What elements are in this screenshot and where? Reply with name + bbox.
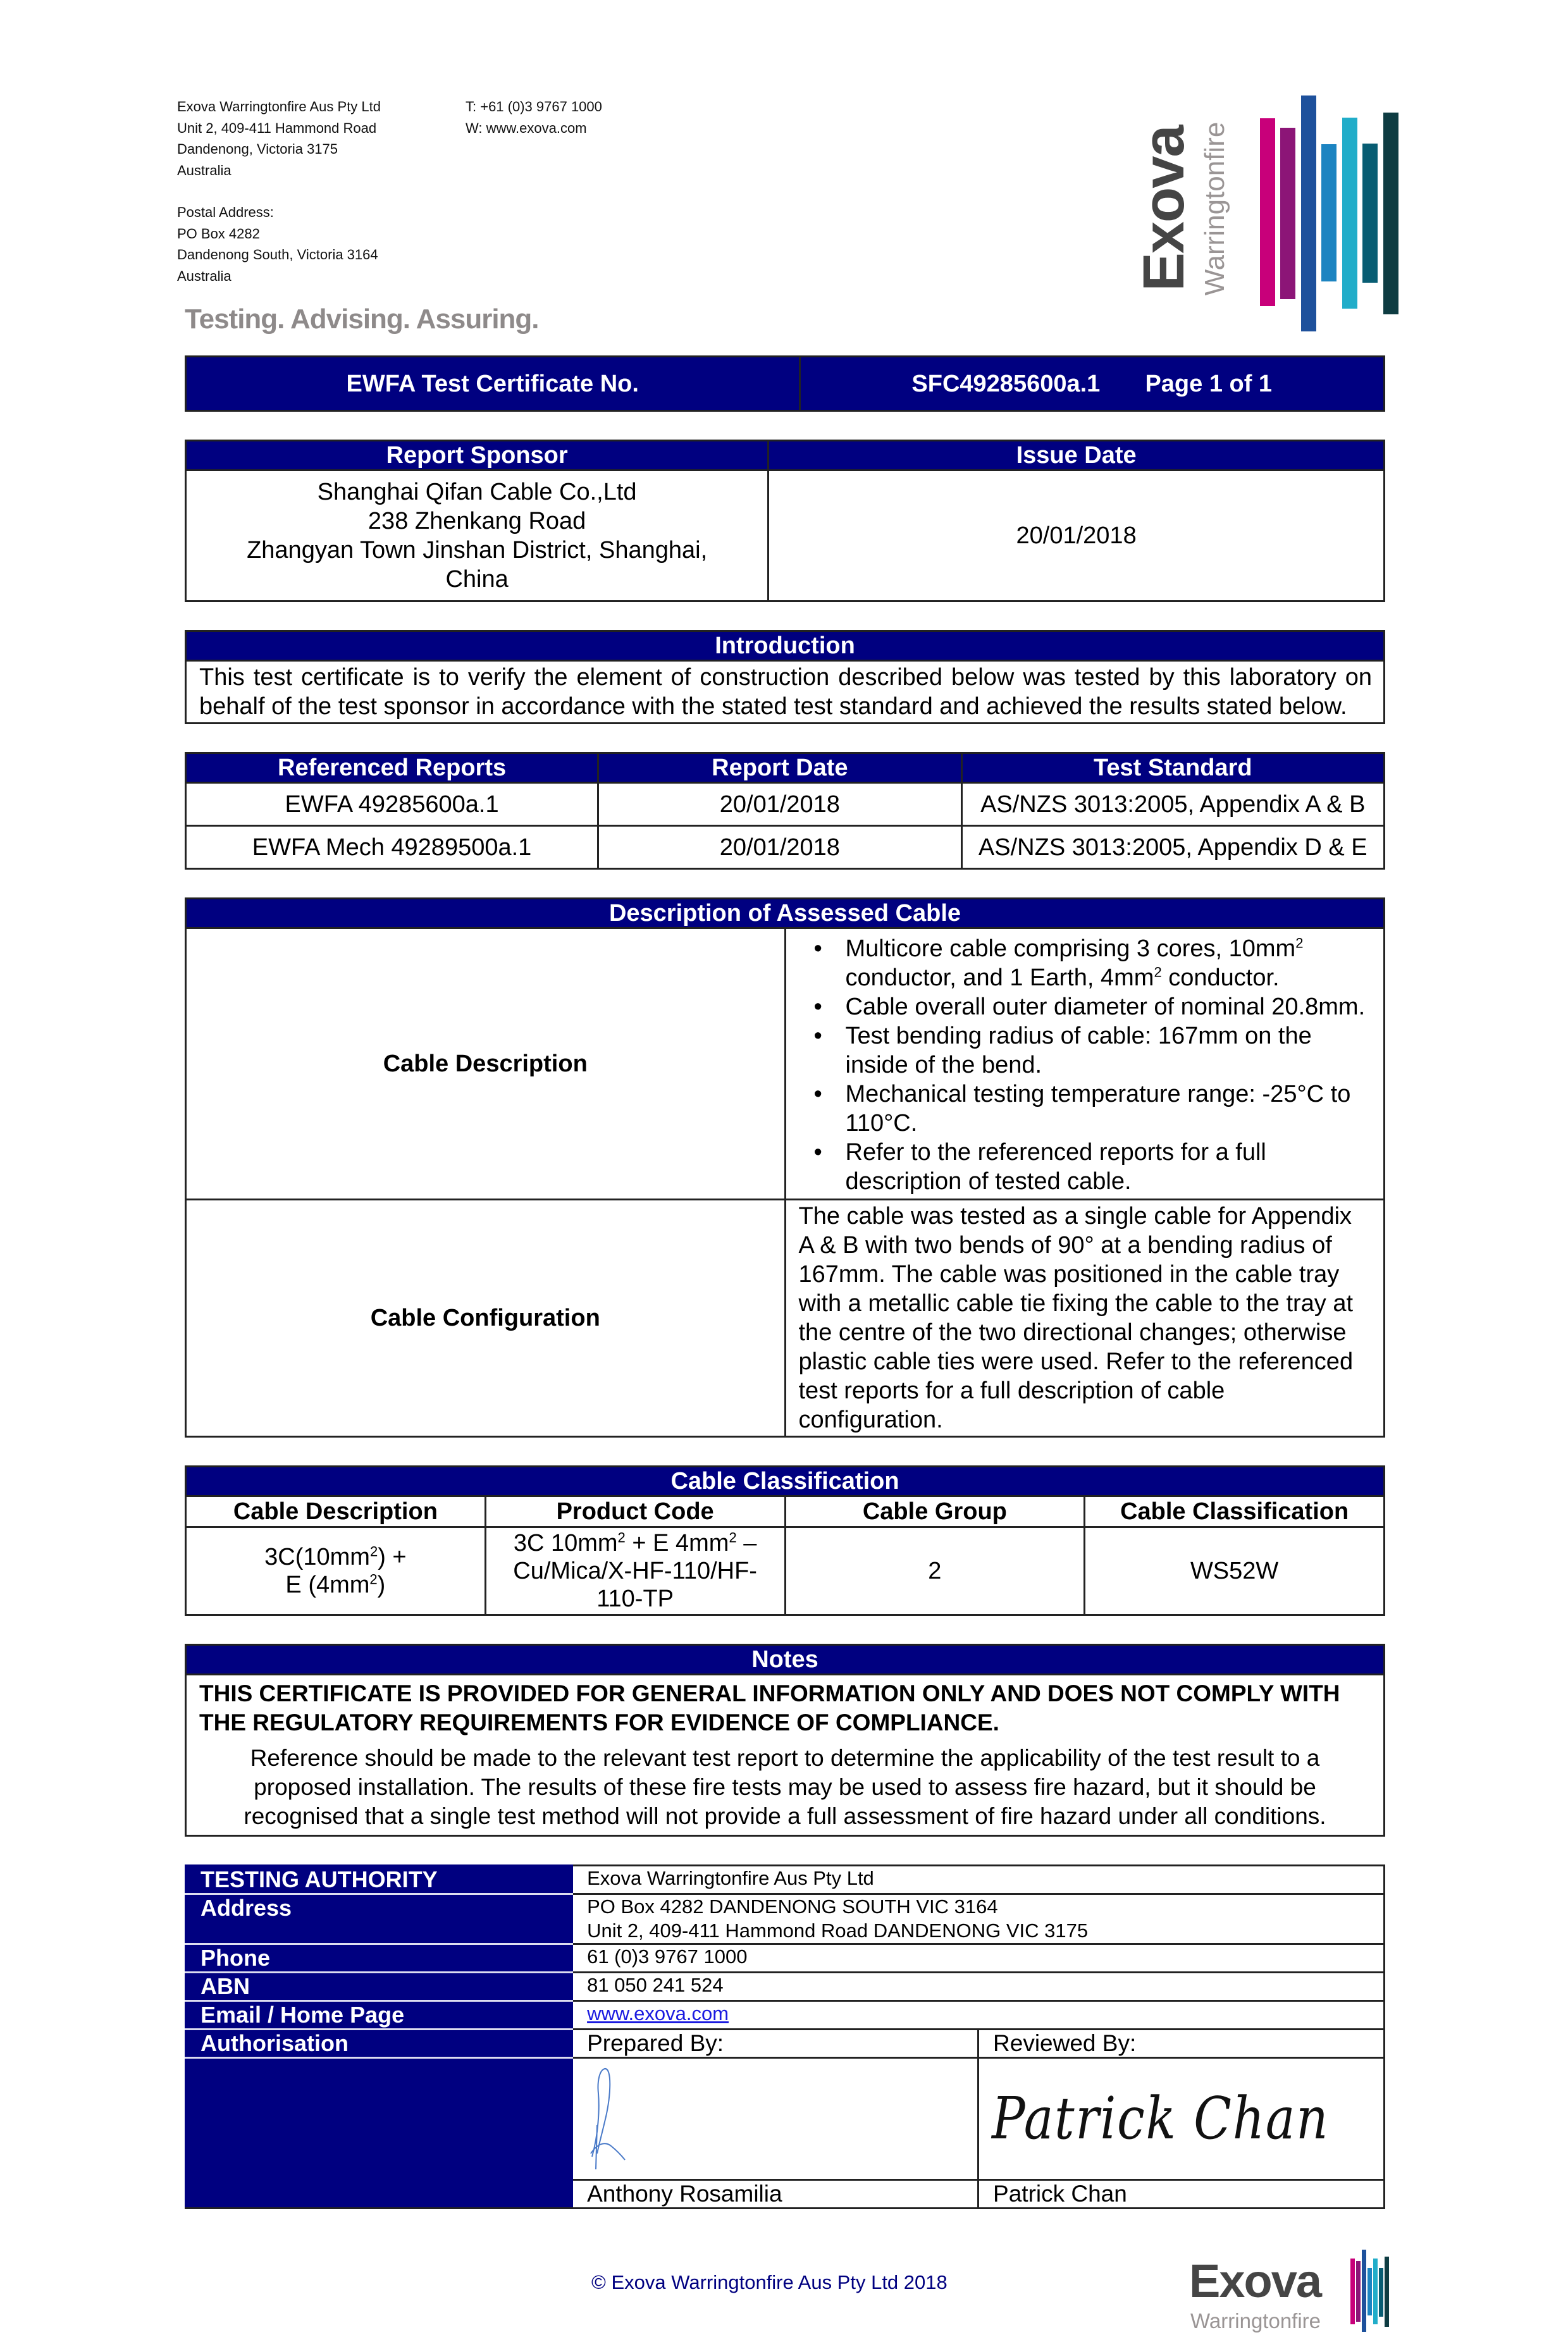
- logo-bar: [1356, 2261, 1361, 2322]
- classification-table: [185, 1465, 1385, 1616]
- column-product-code: Product Code: [485, 1496, 785, 1527]
- postal-po-box: PO Box 4282: [177, 225, 260, 242]
- exova-logo: [1132, 85, 1404, 332]
- report-date-header: Report Date: [598, 753, 961, 783]
- description-header: Description of Assessed Cable: [186, 899, 1385, 928]
- logo-bar: [1373, 2259, 1378, 2324]
- sponsor-line: Shanghai Qifan Cable Co.,Ltd: [317, 479, 637, 505]
- column-cable-description: Cable Description: [186, 1496, 486, 1527]
- issue-date: 20/01/2018: [769, 471, 1385, 601]
- cable-group-value: 2: [785, 1527, 1085, 1615]
- classification-header: Cable Classification: [186, 1467, 1385, 1496]
- sponsor-line: Zhangyan Town Jinshan District, Shanghai,: [247, 537, 708, 564]
- report-date: 20/01/2018: [598, 783, 961, 826]
- test-standard: AS/NZS 3013:2005, Appendix D & E: [961, 826, 1384, 869]
- footer-logo-brand: Exova: [1189, 2255, 1321, 2307]
- notes-body: [186, 1675, 1385, 1836]
- sponsor-table: [185, 440, 1385, 602]
- postal-city: Dandenong South, Victoria 3164: [177, 247, 378, 262]
- company-city: Dandenong, Victoria 3175: [177, 141, 338, 157]
- page-indicator: Page 1 of 1: [1145, 370, 1273, 397]
- footer-copyright: © Exova Warringtonfire Aus Pty Ltd 2018: [591, 2271, 948, 2293]
- logo-bar: [1280, 128, 1295, 299]
- sponsor-details: [186, 471, 769, 601]
- testing-authority-table: [185, 1864, 1385, 2209]
- company-name: Exova Warringtonfire Aus Pty Ltd: [177, 99, 381, 114]
- cable-description-label: Cable Description: [186, 928, 786, 1200]
- logo-bar: [1385, 2257, 1389, 2327]
- bullet-item: • Multicore cable comprising 3 cores, $10mm^2$ conductor, and 1 Earth, $4mm^2$ conductor.: [814, 934, 1371, 992]
- logo-bar: [1362, 144, 1378, 283]
- table-row: [186, 783, 1385, 826]
- footer: [185, 2247, 1385, 2342]
- logo-bar: [1367, 2268, 1372, 2315]
- report-number: EWFA Mech 49289500a.1: [186, 826, 598, 869]
- certificate-content: [185, 355, 1385, 2342]
- sponsor-line: 238 Zhenkang Road: [367, 508, 586, 534]
- table-row: [186, 826, 1385, 869]
- logo-bar: [1379, 2268, 1383, 2317]
- reviewer-signature-script: Patrick Chan: [992, 2085, 1330, 2152]
- bullet-item: • Refer to the referenced reports for a full description of tested cable.: [814, 1138, 1371, 1196]
- cable-description-list: [785, 928, 1385, 1200]
- address-value: [572, 1894, 1385, 1944]
- postal-label: Postal Address:: [177, 204, 274, 220]
- testing-authority-value: Exova Warringtonfire Aus Pty Ltd: [572, 1866, 1385, 1894]
- reviewer-signature: [978, 2058, 1385, 2180]
- referenced-reports-table: [185, 752, 1385, 870]
- report-sponsor-header: Report Sponsor: [186, 441, 769, 471]
- logo-bar: [1362, 2250, 1366, 2332]
- column-cable-group: Cable Group: [785, 1496, 1085, 1527]
- company-contact: [466, 96, 602, 139]
- cable-description-value: $3C(10mm^2)$ + E $(4mm^2)$: [186, 1527, 486, 1615]
- authorisation-blank: [186, 2058, 572, 2209]
- prepared-by-name: Anthony Rosamilia: [572, 2180, 978, 2209]
- table-row: [186, 1527, 1385, 1615]
- reviewed-by-label: Reviewed By:: [978, 2030, 1385, 2058]
- preparer-signature: [572, 2058, 978, 2180]
- logo-bar: [1321, 144, 1337, 281]
- logo-sub-text: Warringtonfire: [1199, 121, 1230, 296]
- introduction-header: Introduction: [186, 631, 1385, 661]
- notes-text: Reference should be made to the relevant test report to determine the applicability of the test result to a proposed installation. The results of these fire tests may be used to assess fire hazard, but it should be recognised that a single test method will not provide a full assessment of fire hazard under all conditions.: [244, 1745, 1326, 1829]
- notes-table: [185, 1644, 1385, 1837]
- certificate-number-table: [185, 355, 1385, 412]
- bullet-item: • Mechanical testing temperature range: -25°C to 110°C.: [814, 1080, 1371, 1138]
- bullet-item: • Test bending radius of cable: 167mm on the inside of the bend.: [814, 1021, 1371, 1080]
- prepared-by-label: Prepared By:: [572, 2030, 978, 2058]
- logo-bar: [1301, 96, 1316, 331]
- description-table: [185, 897, 1385, 1438]
- logo-bar: [1342, 118, 1357, 309]
- bullet-item: • Cable overall outer diameter of nominal 20.8mm.: [814, 992, 1371, 1021]
- test-standard: AS/NZS 3013:2005, Appendix A & B: [961, 783, 1384, 826]
- abn-label: ABN: [186, 1973, 572, 2001]
- report-number: EWFA 49285600a.1: [186, 783, 598, 826]
- cable-configuration-label: Cable Configuration: [186, 1200, 786, 1437]
- test-standard-header: Test Standard: [961, 753, 1384, 783]
- address-line: Unit 2, 409-411 Hammond Road DANDENONG VIC 3175: [587, 1920, 1089, 1942]
- reviewed-by-name: Patrick Chan: [978, 2180, 1385, 2209]
- authorisation-label: Authorisation: [186, 2030, 572, 2058]
- column-cable-classification: Cable Classification: [1085, 1496, 1385, 1527]
- compliance-warning: THIS CERTIFICATE IS PROVIDED FOR GENERAL INFORMATION ONLY AND DOES NOT COMPLY WITH THE REGULATORY REQUIREMENTS FOR EVIDENCE OF COMPLIANCE.: [199, 1680, 1340, 1735]
- phone-value: 61 (0)3 9767 1000: [572, 1944, 1385, 1973]
- footer-logo: [1189, 2247, 1392, 2336]
- notes-header: Notes: [186, 1645, 1385, 1675]
- company-phone: T: +61 (0)3 9767 1000: [466, 99, 602, 114]
- tagline: Testing. Advising. Assuring.: [185, 304, 539, 335]
- abn-value: 81 050 241 524: [572, 1973, 1385, 2001]
- introduction-text: This test certificate is to verify the element of construction described below was tested by this laboratory on behalf of the test sponsor in accordance with the stated test standard and achieved the results stated below.: [186, 661, 1385, 724]
- footer-logo-sub: Warringtonfire: [1190, 2309, 1321, 2333]
- phone-label: Phone: [186, 1944, 572, 1973]
- logo-bar: [1350, 2259, 1355, 2324]
- website-link[interactable]: www.exova.com: [587, 2002, 729, 2025]
- certificate-number-cell: [799, 357, 1385, 411]
- certificate-number: SFC49285600a.1: [911, 370, 1101, 397]
- address-line: PO Box 4282 DANDENONG SOUTH VIC 3164: [587, 1895, 998, 1918]
- cable-configuration-text: The cable was tested as a single cable for Appendix A & B with two bends of 90° at a bending radius of 167mm. The cable was positioned in the cable tray with a metallic cable tie fixing the cable to the tray at the centre of the two directional changes; otherwise plastic cable ties were used. Refer to the referenced test reports for a full description of cable configuration.: [785, 1200, 1385, 1437]
- postal-country: Australia: [177, 268, 231, 284]
- report-date: 20/01/2018: [598, 826, 961, 869]
- company-street: Unit 2, 409-411 Hammond Road: [177, 120, 377, 136]
- certificate-label: EWFA Test Certificate No.: [186, 357, 800, 411]
- company-web: W: www.exova.com: [466, 120, 587, 136]
- signature-icon: [586, 2065, 662, 2173]
- introduction-table: [185, 630, 1385, 724]
- email-label: Email / Home Page: [186, 2001, 572, 2030]
- referenced-reports-header: Referenced Reports: [186, 753, 598, 783]
- testing-authority-label: TESTING AUTHORITY: [186, 1866, 572, 1894]
- logo-brand-text: Exova: [1132, 126, 1196, 292]
- address-label: Address: [186, 1894, 572, 1944]
- company-address: [177, 96, 381, 287]
- logo-bar: [1260, 118, 1275, 306]
- sponsor-line: China: [445, 566, 509, 593]
- company-country: Australia: [177, 162, 231, 178]
- product-code-value: 3C $10mm^2 + E$ $4mm^2$ – Cu/Mica/X-HF-110/HF-110-TP: [485, 1527, 785, 1615]
- issue-date-header: Issue Date: [769, 441, 1385, 471]
- logo-bar: [1383, 113, 1398, 314]
- cable-classification-value: WS52W: [1085, 1527, 1385, 1615]
